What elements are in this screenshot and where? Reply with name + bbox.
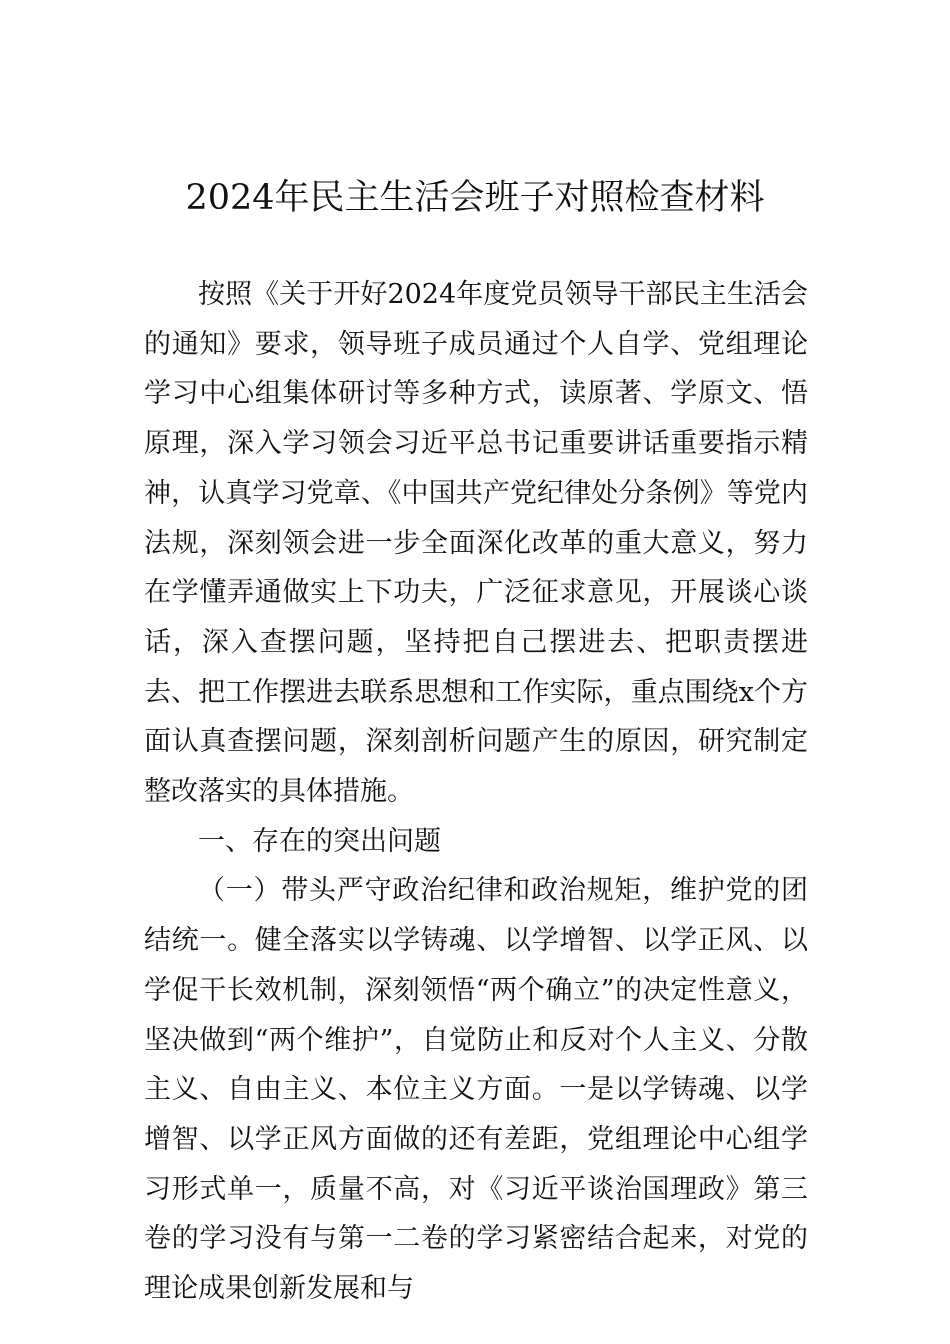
document-title: 2024年民主生活会班子对照检查材料 — [185, 178, 765, 218]
section-heading: 一、存在的突出问题 — [198, 825, 441, 857]
intro-paragraph: 按照《关于开好2024年度党员领导干部民主生活会的通知》要求，领导班子成员通过个人自学、党组理论学习中心组集体研讨等多种方式，读原著、学原文、悟原理，深入学习领会习近平总书记重要讲话重要指示精神，认真学习党章、《中国共产党纪律处分条例》等党内法规，深刻领会进一步全面深化改革的重大意义，努力在学懂弄通做实上下功夫，广泛征求意见，开展谈心谈话，深入查摆问题，坚持把自己摆进去、把职责摆进去、把工作摆进去联系思想和工作实际，重点围绕x个方面认真查摆问题，深刻剖析问题产生的原因，研究制定整改落实的具体措施。 — [144, 279, 808, 808]
subsection-paragraph: （一）带头严守政治纪律和政治规矩，维护党的团结统一。健全落实以学铸魂、以学增智、以学正风、以学促干长效机制，深刻领悟“两个确立”的决定性意义，坚决做到“两个维护”，自觉防止和反对个人主义、分散主义、自由主义、本位主义方面。一是以学铸魂、以学增智、以学正风方面做的还有差距，党组理论中心组学习形式单一，质量不高，对《习近平谈治国理政》第三卷的学习没有与第一二卷的学习紧密结合起来，对党的理论成果创新发展和与 — [144, 875, 808, 1305]
document-body — [144, 270, 808, 1314]
